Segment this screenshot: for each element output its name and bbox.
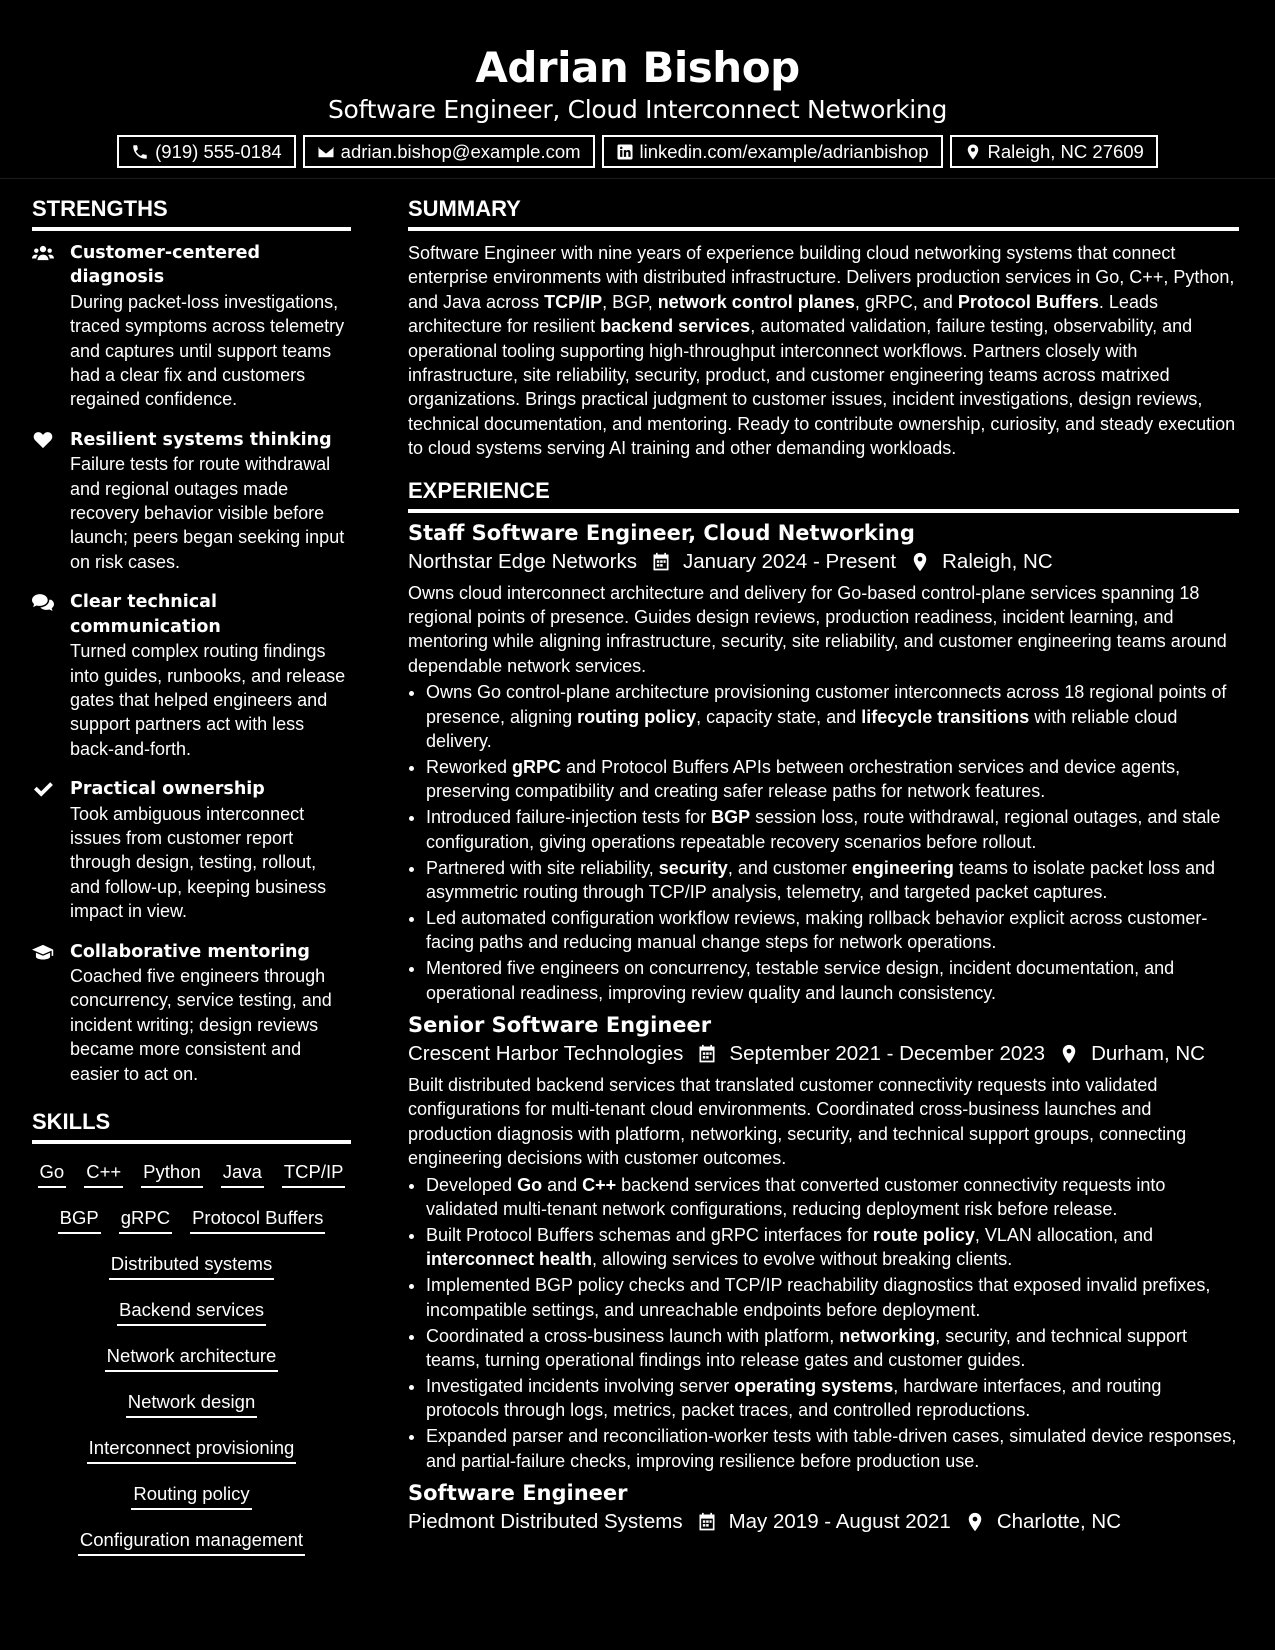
job-description: Built distributed backend services that translated customer connectivity requests into validated configurations for multi-tenant cloud environments. Coordinated cross-business launches and production diagnosis with platform, networking, security, and technical support groups, connecting engineering decisions with customer outcomes. [408,1075,1187,1169]
strength-title: Practical ownership [70,779,265,800]
candidate-name: Adrian Bishop [475,43,800,92]
strength-item [32,777,351,923]
contact-phone-text: (919) 555-0184 [155,141,282,162]
job-bullet: • Reworked gRPC and Protocol Buffers APIs between orchestration services and device agents, preserving compatibility and creating safer release paths for network features. [426,755,1239,804]
job-title: Staff Software Engineer, Cloud Networking [408,520,915,545]
skill-tag: TCP/IP [282,1160,346,1188]
skill-tag: Routing policy [131,1482,251,1510]
job-bullet: • Built Protocol Buffers schemas and gRPC interfaces for route policy, VLAN allocation, and interconnect health, allowing services to evolve without breaking clients. [426,1223,1239,1272]
emphasized-keyword: Go [517,1174,543,1195]
emphasized-keyword: C++ [582,1174,617,1195]
job-bullet: • Owns Go control-plane architecture provisioning customer interconnects across 18 regional points of presence, aligning routing policy, capacity state, and lifecycle transitions with reliable cloud delivery. [426,680,1239,753]
contact-linkedin[interactable] [602,135,943,168]
job-bullet: • Developed Go and C++ backend services that converted customer connectivity requests into validated multi-tenant network configurations, reducing deployment risk before release. [426,1173,1239,1222]
emphasized-keyword: routing policy [577,706,697,727]
emphasized-keyword: route policy [872,1225,975,1245]
job-bullets [408,680,1239,1005]
skill-tag: gRPC [119,1206,172,1234]
skill-tag: Python [141,1160,203,1188]
strength-text: During packet-loss investigations, traced symptoms across telemetry and captures until support teams had a clear fix and customers regained confidence. [70,291,345,410]
contact-bar [0,135,1275,168]
job-meta [408,1507,1239,1537]
strength-text: Coached five engineers through concurrency, service testing, and incident writing; design reviews became more consistent and easier to act on. [70,965,332,1084]
job-dates: January 2024 - Present [683,549,897,573]
job-bullet: • Investigated incidents involving server operating systems, hardware interfaces, and routing protocols through logs, metrics, packet traces, and controlled reproductions. [426,1374,1239,1423]
skill-tag: Java [221,1160,264,1188]
job-location: Durham, NC [1091,1042,1205,1066]
map-pin-icon [964,143,982,161]
strength-item [32,241,351,412]
strength-title: Clear technical communication [70,592,221,637]
job-bullet: • Partnered with site reliability, security, and customer engineering teams to isolate packet loss and asymmetric routing through TCP/IP analysis, telemetry, and targeted packet captures. [426,856,1239,905]
job-bullet: • Implemented BGP policy checks and TCP/IP reachability diagnostics that exposed invalid prefixes, incompatible settings, and unreachable endpoints before deployment. [426,1273,1239,1322]
skill-tag: Distributed systems [109,1252,274,1280]
emphasized-keyword: engineering [851,857,954,878]
job-bullet: • Mentored five engineers on concurrency, testable service design, incident documentation, and operational readiness, improving review quality and launch consistency. [426,956,1239,1005]
resume-header [0,0,1275,179]
job-bullet: • Coordinated a cross-business launch with platform, networking, security, and technical support teams, turning operational findings into release gates and customer guides. [426,1324,1239,1373]
users-icon [32,244,54,262]
emphasized-keyword: gRPC [512,757,562,777]
job-meta [408,1039,1239,1069]
job-bullets [408,1173,1239,1473]
emphasized-keyword: security [658,857,728,878]
contact-linkedin-text: linkedin.com/example/adrianbishop [639,141,929,162]
strength-title: Customer-centered diagnosis [70,243,261,288]
strength-text: Took ambiguous interconnect issues from customer report through design, testing, rollout, and follow-up, keeping business impact in view. [70,803,327,922]
skill-tag: Interconnect provisioning [87,1436,297,1464]
job-dates: May 2019 - August 2021 [728,1510,951,1534]
contact-email[interactable] [303,135,595,168]
skill-tag: Backend services [117,1298,266,1326]
contact-phone[interactable] [117,135,296,168]
strength-item [32,428,351,574]
emphasized-keyword: operating systems [734,1375,894,1396]
job-meta [408,547,1239,577]
emphasized-keyword: lifecycle transitions [861,706,1030,727]
experience-heading: EXPERIENCE [408,461,1239,513]
emphasized-keyword: backend services [600,316,751,337]
job-title: Senior Software Engineer [408,1013,712,1038]
skills-list [32,1154,351,1556]
calendar-icon [697,1044,717,1064]
envelope-icon [317,143,335,161]
calendar-icon [697,1512,717,1532]
summary-heading: SUMMARY [408,179,1239,231]
job-entry [408,519,1239,1005]
emphasized-keyword: TCP/IP [544,291,603,312]
contact-location-text: Raleigh, NC 27609 [987,141,1144,162]
map-pin-icon [965,1512,985,1532]
strength-item [32,590,351,761]
job-company: Northstar Edge Networks [408,549,638,573]
strength-item [32,940,351,1086]
skill-tag: C++ [84,1160,123,1188]
emphasized-keyword: network control planes [657,291,855,312]
skill-tag: Configuration management [78,1528,305,1556]
check-icon [32,780,54,798]
skill-tag: Protocol Buffers [190,1206,325,1234]
job-entry [408,1479,1239,1537]
emphasized-keyword: Protocol Buffers [957,291,1099,312]
calendar-icon [651,552,671,572]
emphasized-keyword: interconnect health [426,1249,593,1270]
job-company: Crescent Harbor Technologies [408,1042,684,1066]
candidate-title: Software Engineer, Cloud Interconnect Networking [327,95,948,124]
job-title: Software Engineer [408,1481,628,1506]
strength-title: Collaborative mentoring [70,941,310,962]
contact-email-text: adrian.bishop@example.com [340,141,581,162]
job-dates: September 2021 - December 2023 [729,1042,1046,1066]
phone-icon [131,143,149,161]
job-bullet: • Introduced failure-injection tests for BGP session loss, route withdrawal, regional outages, and stale configuration, giving operations repeatable recovery scenarios before rollout. [426,805,1239,854]
summary-text: Software Engineer with nine years of experience building cloud networking systems that connect enterprise environments with distributed infrastructure. Delivers production services in Go, C++, Python, and Java across TCP/IP, BGP, network control planes, gRPC, and Protocol Buffers. Leads architecture for resilient backend services, automated validation, failure testing, observability, and operational tooling supporting high-throughput interconnect workflows. Partners closely with infrastructure, site reliability, security, product, and customer engineering teams across matrixed organizations. Brings practical judgment to customer issues, incident investigations, design reviews, technical documentation, and mentoring. Ready to contribute ownership, curiosity, and steady execution to cloud systems serving AI training and other demanding workloads. [408,243,1236,459]
skill-tag: Network design [126,1390,258,1418]
experience-list [408,519,1239,1537]
linkedin-icon [616,143,634,161]
job-location: Charlotte, NC [996,1510,1122,1534]
job-location: Raleigh, NC [942,549,1053,573]
job-description: Owns cloud interconnect architecture and delivery for Go-based control-plane services spanning 18 regional points of presence. Guides design reviews, production readiness, incident learning, and mentoring while aligning infrastructure, security, site reliability, and customer engineering teams around dependable network services. [408,582,1227,676]
job-bullet: • Led automated configuration workflow reviews, making rollback behavior explicit across customer-facing paths and reducing manual change steps for network operations. [426,906,1239,955]
emphasized-keyword: networking [839,1325,936,1346]
comments-icon [32,593,54,611]
left-column [32,179,351,1556]
skill-tag: BGP [58,1206,101,1234]
right-column [408,179,1239,1556]
resume-body [0,179,1275,1556]
skill-tag: Network architecture [105,1344,279,1372]
contact-location[interactable] [950,135,1158,168]
skill-tag: Go [38,1160,67,1188]
job-entry [408,1011,1239,1473]
map-pin-icon [1059,1044,1079,1064]
strength-text: Turned complex routing findings into guides, runbooks, and release gates that helped engineers and support partners act with less back-and-forth. [70,641,346,759]
job-company: Piedmont Distributed Systems [408,1510,683,1534]
map-pin-icon [910,552,930,572]
job-bullet: • Expanded parser and reconciliation-worker tests with table-driven cases, simulated device responses, and partial-failure checks, improving resilience before production use. [426,1424,1239,1473]
skills-heading: SKILLS [32,1102,351,1144]
heart-icon [32,431,54,449]
strength-title: Resilient systems thinking [70,429,332,450]
graduation-cap-icon [32,943,54,961]
strength-text: Failure tests for route withdrawal and regional outages made recovery behavior visible before launch; peers began seeking input on risk cases. [70,454,345,572]
strengths-heading: STRENGTHS [32,179,351,231]
emphasized-keyword: BGP [711,807,751,828]
